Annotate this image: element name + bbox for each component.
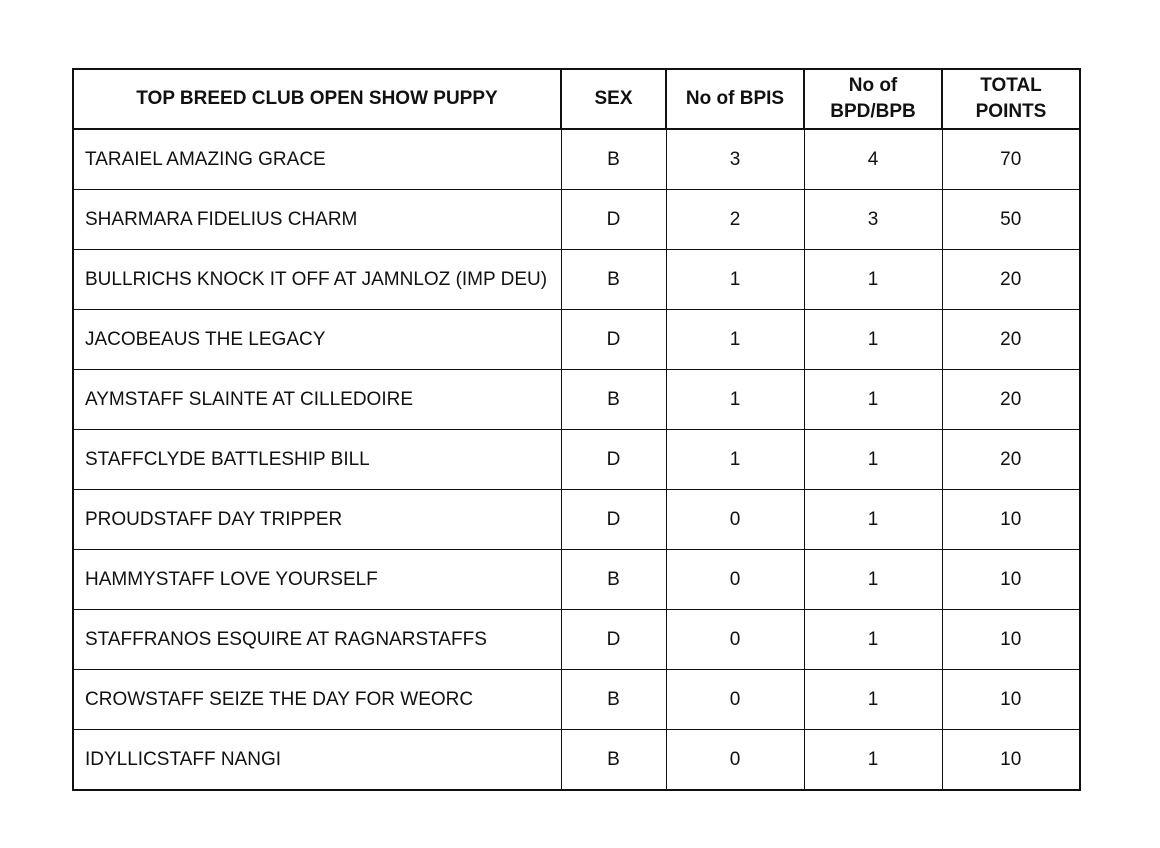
bpd-count: 1 [804, 250, 942, 310]
header-bpd [804, 69, 942, 129]
header-bpd-line1: No of [848, 75, 898, 96]
header-total-line1: TOTAL [980, 75, 1042, 96]
dog-name: IDYLLICSTAFF NANGI [73, 730, 561, 791]
header-name: TOP BREED CLUB OPEN SHOW PUPPY [73, 69, 561, 129]
bpd-count: 1 [804, 550, 942, 610]
table-row [73, 250, 1080, 310]
standings-table [72, 68, 1081, 791]
dog-name: SHARMARA FIDELIUS CHARM [73, 190, 561, 250]
bpis-count: 3 [666, 129, 804, 190]
total-points: 10 [942, 550, 1080, 610]
bpis-count: 1 [666, 250, 804, 310]
bpis-count: 0 [666, 490, 804, 550]
bpis-count: 0 [666, 550, 804, 610]
total-points: 20 [942, 430, 1080, 490]
total-points: 50 [942, 190, 1080, 250]
dog-name: PROUDSTAFF DAY TRIPPER [73, 490, 561, 550]
total-points: 70 [942, 129, 1080, 190]
bpd-count: 1 [804, 490, 942, 550]
table-row [73, 730, 1080, 791]
table-row [73, 129, 1080, 190]
dog-sex: B [561, 730, 666, 791]
bpis-count: 2 [666, 190, 804, 250]
bpis-count: 1 [666, 430, 804, 490]
total-points: 20 [942, 310, 1080, 370]
dog-name: JACOBEAUS THE LEGACY [73, 310, 561, 370]
total-points: 10 [942, 610, 1080, 670]
dog-name: STAFFCLYDE BATTLESHIP BILL [73, 430, 561, 490]
dog-sex: D [561, 310, 666, 370]
dog-name: HAMMYSTAFF LOVE YOURSELF [73, 550, 561, 610]
dog-sex: D [561, 190, 666, 250]
total-points: 20 [942, 370, 1080, 430]
total-points: 10 [942, 490, 1080, 550]
dog-sex: B [561, 250, 666, 310]
dog-name: AYMSTAFF SLAINTE AT CILLEDOIRE [73, 370, 561, 430]
dog-name: BULLRICHS KNOCK IT OFF AT JAMNLOZ (IMP DEU) [73, 250, 561, 310]
header-total-line2: POINTS [975, 101, 1047, 122]
table-row [73, 190, 1080, 250]
header-row [73, 69, 1080, 129]
bpis-count: 0 [666, 670, 804, 730]
dog-sex: B [561, 550, 666, 610]
dog-name: TARAIEL AMAZING GRACE [73, 129, 561, 190]
dog-name: STAFFRANOS ESQUIRE AT RAGNARSTAFFS [73, 610, 561, 670]
bpd-count: 1 [804, 610, 942, 670]
table-row [73, 670, 1080, 730]
bpis-count: 1 [666, 370, 804, 430]
dog-sex: B [561, 370, 666, 430]
header-total [942, 69, 1080, 129]
header-sex: SEX [561, 69, 666, 129]
header-bpd-line2: BPD/BPB [830, 101, 916, 122]
header-bpis: No of BPIS [666, 69, 804, 129]
table-row [73, 370, 1080, 430]
dog-sex: D [561, 610, 666, 670]
table-body [73, 129, 1080, 790]
dog-sex: D [561, 490, 666, 550]
table-row [73, 490, 1080, 550]
bpd-count: 1 [804, 730, 942, 791]
table-row [73, 430, 1080, 490]
table-row [73, 610, 1080, 670]
dog-sex: B [561, 129, 666, 190]
bpd-count: 4 [804, 129, 942, 190]
bpd-count: 3 [804, 190, 942, 250]
total-points: 10 [942, 670, 1080, 730]
bpis-count: 0 [666, 610, 804, 670]
bpd-count: 1 [804, 430, 942, 490]
table-row [73, 550, 1080, 610]
bpd-count: 1 [804, 310, 942, 370]
total-points: 20 [942, 250, 1080, 310]
bpis-count: 0 [666, 730, 804, 791]
bpd-count: 1 [804, 370, 942, 430]
bpis-count: 1 [666, 310, 804, 370]
table-header [73, 69, 1080, 129]
dog-sex: D [561, 430, 666, 490]
dog-name: CROWSTAFF SEIZE THE DAY FOR WEORC [73, 670, 561, 730]
total-points: 10 [942, 730, 1080, 791]
bpd-count: 1 [804, 670, 942, 730]
table-row [73, 310, 1080, 370]
dog-sex: B [561, 670, 666, 730]
